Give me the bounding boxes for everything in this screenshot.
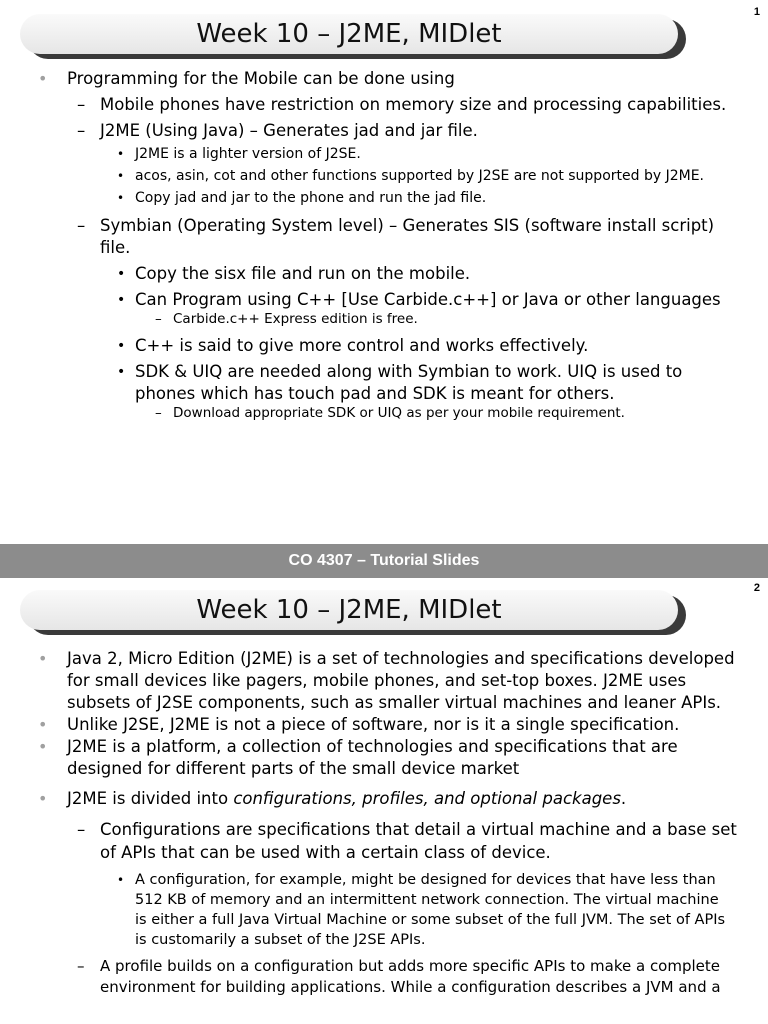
list-item	[0, 335, 768, 357]
text-run: ,	[351, 789, 363, 808]
sub-bullet	[0, 818, 768, 864]
dash-icon: –	[77, 95, 86, 114]
sub-bullet	[0, 120, 768, 142]
text-run: J2ME is divided into	[67, 789, 234, 808]
bullet-dot-icon: •	[117, 191, 125, 205]
bullet-text: Programming for the Mobile can be done using	[67, 69, 455, 88]
sub-bullet-text: A profile builds on a configuration but adds more specific APIs to make a complete environment for building applications. While a configuration describes a JVM and a	[100, 957, 721, 996]
list-item-text: Can Program using C++ [Use Carbide.c++] or Java or other languages	[135, 290, 721, 309]
list-item	[0, 870, 768, 950]
list-item	[0, 168, 768, 185]
emphasis-profiles: profiles	[362, 789, 424, 808]
list-item-text: J2ME is a lighter version of J2SE.	[135, 146, 361, 162]
bullet-dot-icon: •	[38, 789, 48, 808]
footer-bar: CO 4307 – Tutorial Slides	[0, 544, 768, 578]
bullet	[0, 736, 768, 780]
sub-bullet	[0, 215, 768, 259]
text-run: , and	[423, 789, 471, 808]
list-item-text: SDK & UIQ are needed along with Symbian to work. UIQ is used to phones which has touch pad and SDK is meant for others.	[135, 362, 683, 403]
bullet-dot-icon: •	[38, 649, 48, 668]
list-item-text: Copy the sisx file and run on the mobile.	[135, 264, 471, 283]
list-item	[0, 146, 768, 163]
bullet	[0, 648, 768, 714]
dash-icon: –	[77, 957, 85, 975]
sub-bullet	[0, 956, 768, 998]
bullet-text: J2ME is a platform, a collection of technologies and specifications that are designed for different parts of the small device market	[67, 737, 678, 778]
sub-bullet-text: Configurations are specifications that detail a virtual machine and a base set of APIs that can be used with a certain class of device.	[100, 820, 737, 862]
list-item	[0, 361, 768, 405]
list-item	[0, 263, 768, 285]
bullet-dot-icon: •	[117, 266, 126, 282]
note-item	[0, 405, 768, 422]
bullet-dot-icon: •	[38, 715, 48, 734]
list-item-text: C++ is said to give more control and works effectively.	[135, 336, 589, 355]
bullet-text: Unlike J2SE, J2ME is not a piece of software, nor is it a single specification.	[67, 715, 680, 734]
note-text: Download appropriate SDK or UIQ as per your mobile requirement.	[173, 405, 625, 421]
slide-title: Week 10 – J2ME, MIDlet	[20, 14, 678, 54]
page-number: 2	[753, 582, 760, 594]
bullet-dot-icon: •	[117, 147, 125, 161]
list-item-text: A configuration, for example, might be designed for devices that have less than 512 KB of memory and an intermittent network connection. The virtual machine is either a full Java Virtual Machine or some subset of the full JVM. The set of APIs is customarily a subset of the J2SE APIs.	[135, 872, 726, 948]
bullet-text	[67, 789, 626, 808]
slide-2	[0, 578, 768, 1024]
list-item-text: acos, asin, cot and other functions supported by J2SE are not supported by J2ME.	[135, 168, 704, 184]
bullet-text: Java 2, Micro Edition (J2ME) is a set of technologies and specifications developed for small devices like pagers, mobile phones, and set-top boxes. J2ME uses subsets of J2SE components, such as smaller virtual machines and leaner APIs.	[67, 649, 735, 712]
list-item	[0, 289, 768, 311]
bullet-dot-icon: •	[38, 69, 48, 88]
bullet-dot-icon: •	[117, 364, 126, 380]
bullet-dot-icon: •	[117, 292, 126, 308]
bullet	[0, 714, 768, 736]
note-item	[0, 311, 768, 328]
bullet-dot-icon: •	[38, 737, 48, 756]
dash-icon: –	[77, 216, 86, 235]
sub-bullet-text: Mobile phones have restriction on memory size and processing capabilities.	[100, 95, 727, 114]
bullet-dot-icon: •	[117, 873, 125, 887]
bullet	[0, 68, 768, 90]
note-text: Carbide.c++ Express edition is free.	[173, 311, 418, 327]
sub-bullet-text: J2ME (Using Java) – Generates jad and jar file.	[100, 121, 478, 140]
dash-icon: –	[77, 820, 86, 839]
dash-icon: –	[155, 405, 162, 421]
bullet	[0, 788, 768, 810]
sub-bullet-text: Symbian (Operating System level) – Generates SIS (software install script) file.	[100, 216, 715, 257]
slide-content	[0, 648, 768, 1002]
slide-title: Week 10 – J2ME, MIDlet	[20, 590, 678, 630]
emphasis-configurations: configurations	[233, 789, 352, 808]
emphasis-optional-packages: optional packages	[470, 789, 621, 808]
list-item-text: Copy jad and jar to the phone and run the jad file.	[135, 190, 487, 206]
dash-icon: –	[155, 311, 162, 327]
page-number: 1	[753, 6, 760, 18]
dash-icon: –	[77, 121, 86, 140]
bullet-dot-icon: •	[117, 169, 125, 183]
slide-content	[0, 68, 768, 429]
sub-bullet	[0, 94, 768, 116]
text-run: .	[620, 789, 627, 808]
list-item	[0, 190, 768, 207]
bullet-dot-icon: •	[117, 338, 126, 354]
spacer	[0, 780, 768, 788]
